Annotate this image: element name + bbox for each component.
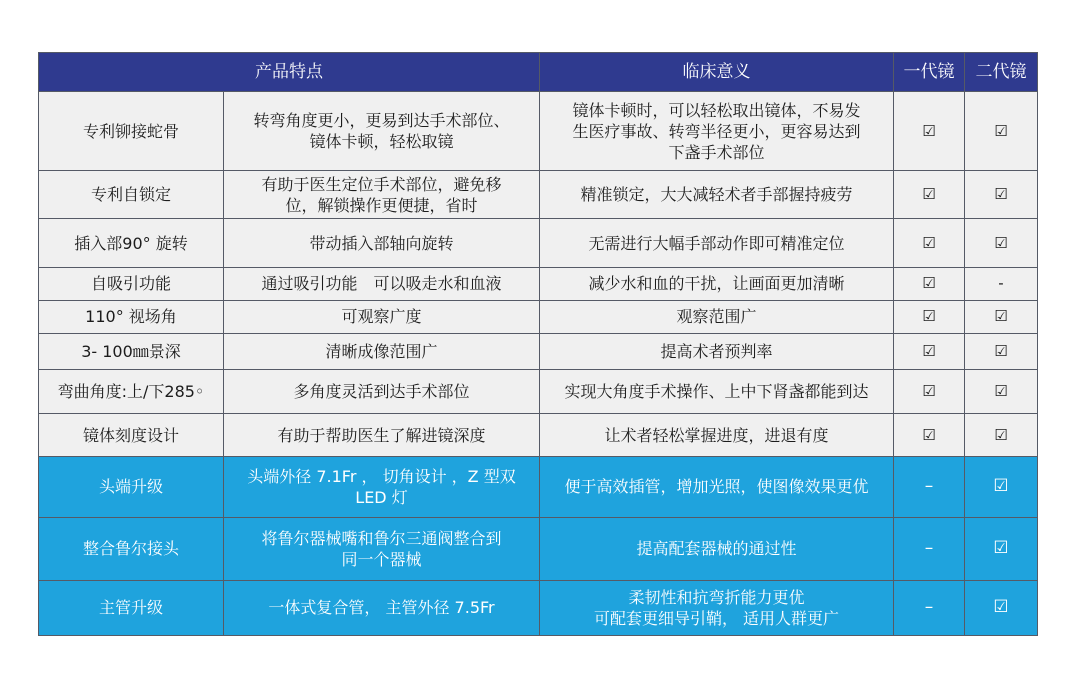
cell-gen2-mark: ☑ <box>965 457 1038 517</box>
table-row <box>39 300 1038 333</box>
cell-gen1-mark: ☑ <box>894 92 965 171</box>
cell-clinical-meaning: 便于高效插管，增加光照，使图像效果更优 <box>540 457 894 517</box>
cell-gen1-mark: ☑ <box>894 414 965 457</box>
cell-gen2-mark: ☑ <box>965 171 1038 219</box>
cell-gen2-mark: - <box>965 267 1038 300</box>
cell-gen2-mark: ☑ <box>965 333 1038 369</box>
table-row <box>39 580 1038 635</box>
table-row <box>39 333 1038 369</box>
comparison-table <box>38 52 1038 636</box>
cell-gen1-mark: ☑ <box>894 333 965 369</box>
cell-gen1-mark: – <box>894 580 965 635</box>
cell-gen1-mark: ☑ <box>894 171 965 219</box>
table-header-row <box>39 53 1038 92</box>
cell-clinical-meaning: 减少水和血的干扰，让画面更加清晰 <box>540 267 894 300</box>
cell-gen1-mark: – <box>894 517 965 580</box>
cell-detail: 将鲁尔器械嘴和鲁尔三通阀整合到 同一个器械 <box>224 517 540 580</box>
header-gen2: 二代镜 <box>965 53 1038 92</box>
cell-feature: 110° 视场角 <box>39 300 224 333</box>
cell-detail: 一体式复合管， 主管外径 7.5Fr <box>224 580 540 635</box>
cell-gen2-mark: ☑ <box>965 300 1038 333</box>
table-row <box>39 369 1038 413</box>
cell-feature: 镜体刻度设计 <box>39 414 224 457</box>
cell-gen1-mark: ☑ <box>894 300 965 333</box>
header-clinical-significance: 临床意义 <box>540 53 894 92</box>
cell-feature: 3- 100㎜景深 <box>39 333 224 369</box>
cell-detail: 带动插入部轴向旋转 <box>224 219 540 267</box>
cell-feature: 弯曲角度:上/下285◦ <box>39 369 224 413</box>
cell-clinical-meaning: 精准锁定，大大减轻术者手部握持疲劳 <box>540 171 894 219</box>
cell-detail: 有助于医生定位手术部位，避免移 位，解锁操作更便捷，省时 <box>224 171 540 219</box>
cell-gen1-mark: – <box>894 457 965 517</box>
cell-clinical-meaning: 让术者轻松掌握进度，进退有度 <box>540 414 894 457</box>
cell-feature: 专利自锁定 <box>39 171 224 219</box>
cell-feature: 头端升级 <box>39 457 224 517</box>
cell-clinical-meaning: 观察范围广 <box>540 300 894 333</box>
cell-clinical-meaning: 无需进行大幅手部动作即可精准定位 <box>540 219 894 267</box>
cell-feature: 整合鲁尔接头 <box>39 517 224 580</box>
cell-feature: 主管升级 <box>39 580 224 635</box>
cell-detail: 有助于帮助医生了解进镜深度 <box>224 414 540 457</box>
cell-gen2-mark: ☑ <box>965 517 1038 580</box>
cell-detail: 通过吸引功能 可以吸走水和血液 <box>224 267 540 300</box>
cell-clinical-meaning: 提高术者预判率 <box>540 333 894 369</box>
cell-clinical-meaning: 镜体卡顿时，可以轻松取出镜体，不易发 生医疗事故、转弯半径更小，更容易达到 下盏手术部位 <box>540 92 894 171</box>
table-row <box>39 414 1038 457</box>
cell-detail: 清晰成像范围广 <box>224 333 540 369</box>
cell-gen2-mark: ☑ <box>965 369 1038 413</box>
table-row <box>39 219 1038 267</box>
cell-gen1-mark: ☑ <box>894 267 965 300</box>
cell-gen2-mark: ☑ <box>965 414 1038 457</box>
table-row <box>39 517 1038 580</box>
header-features: 产品特点 <box>39 53 540 92</box>
cell-clinical-meaning: 实现大角度手术操作、上中下肾盏都能到达 <box>540 369 894 413</box>
header-gen1: 一代镜 <box>894 53 965 92</box>
cell-gen2-mark: ☑ <box>965 580 1038 635</box>
cell-feature: 插入部90° 旋转 <box>39 219 224 267</box>
cell-feature: 专利铆接蛇骨 <box>39 92 224 171</box>
table-row <box>39 92 1038 171</box>
cell-gen1-mark: ☑ <box>894 369 965 413</box>
cell-detail: 转弯角度更小，更易到达手术部位、 镜体卡顿，轻松取镜 <box>224 92 540 171</box>
cell-gen2-mark: ☑ <box>965 219 1038 267</box>
cell-gen1-mark: ☑ <box>894 219 965 267</box>
table-row <box>39 171 1038 219</box>
cell-clinical-meaning: 提高配套器械的通过性 <box>540 517 894 580</box>
table-row <box>39 267 1038 300</box>
cell-clinical-meaning: 柔韧性和抗弯折能力更优 可配套更细导引鞘， 适用人群更广 <box>540 580 894 635</box>
cell-feature: 自吸引功能 <box>39 267 224 300</box>
cell-detail: 可观察广度 <box>224 300 540 333</box>
cell-detail: 头端外径 7.1Fr ， 切角设计 ，Z 型双 LED 灯 <box>224 457 540 517</box>
cell-gen2-mark: ☑ <box>965 92 1038 171</box>
cell-detail: 多角度灵活到达手术部位 <box>224 369 540 413</box>
table-row <box>39 457 1038 517</box>
